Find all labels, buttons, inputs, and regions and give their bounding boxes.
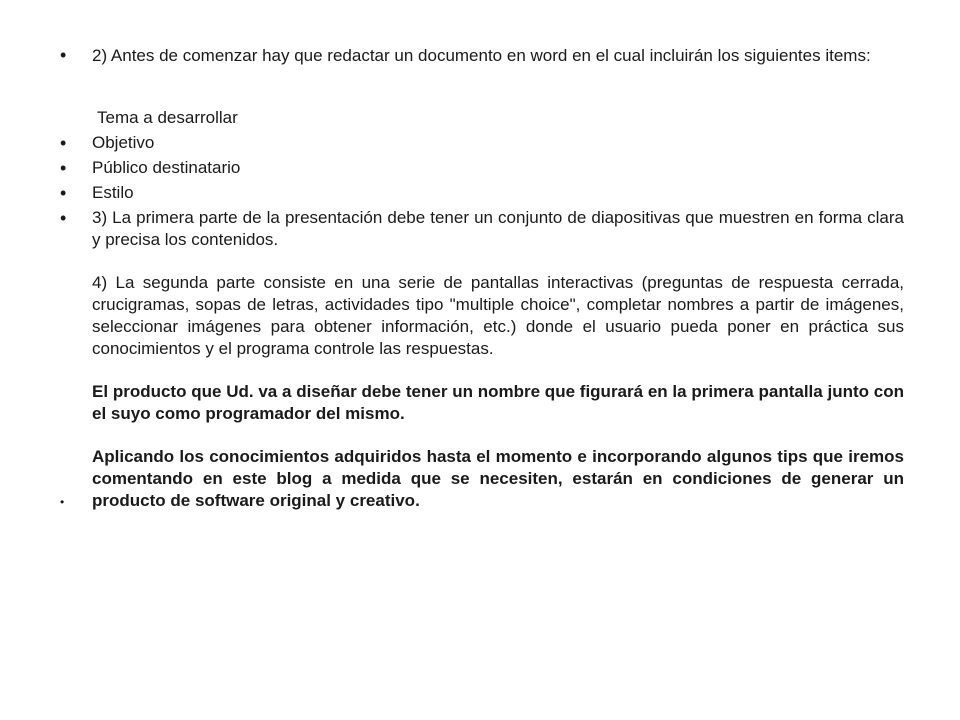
paragraph-gap <box>92 360 904 381</box>
bullet-1: • <box>60 45 67 65</box>
bullet-6: • <box>60 495 65 509</box>
item-5-text <box>92 207 904 512</box>
paragraph-gap <box>92 425 904 446</box>
item-5-paragraph-3: El producto que Ud. va a diseñar debe tener un nombre que figurará en la primera pantalla junto con el suyo como programador del mismo. <box>92 382 904 423</box>
bullet-3: • <box>60 158 67 178</box>
item-5-paragraph-1: 3) La primera parte de la presentación debe tener un conjunto de diapositivas que muestren en forma clara y precisa los contenidos. <box>92 208 904 249</box>
item-1-text <box>92 45 904 67</box>
item-1-paragraph: 2) Antes de comenzar hay que redactar un documento en word en el cual incluirán los siguientes items: <box>92 46 871 65</box>
bullet-5: • <box>60 208 67 228</box>
item-4-text: Estilo <box>92 183 134 202</box>
paragraph-gap <box>92 251 904 272</box>
bullet-4: • <box>60 183 67 203</box>
item-3-text: Público destinatario <box>92 158 241 177</box>
item-5-paragraph-2: 4) La segunda parte consiste en una serie de pantallas interactivas (preguntas de respuesta cerrada, crucigramas, sopas de letras, actividades tipo "multiple choice", completar nombres a partir de imágenes, seleccionar imágenes para obtener información, etc.) donde el usuario pueda poner en práctica sus conocimientos y el programa controle las respuestas. <box>92 273 904 358</box>
bullet-2: • <box>60 133 67 153</box>
item-5-paragraph-4: Aplicando los conocimientos adquiridos hasta el momento e incorporando algunos tips que iremos comentando en este blog a medida que se necesiten, estarán en condiciones de generar un producto de software original y creativo. <box>92 447 904 510</box>
item-2-text: Objetivo <box>92 133 155 152</box>
item-1-subitem: Tema a desarrollar <box>97 108 238 127</box>
